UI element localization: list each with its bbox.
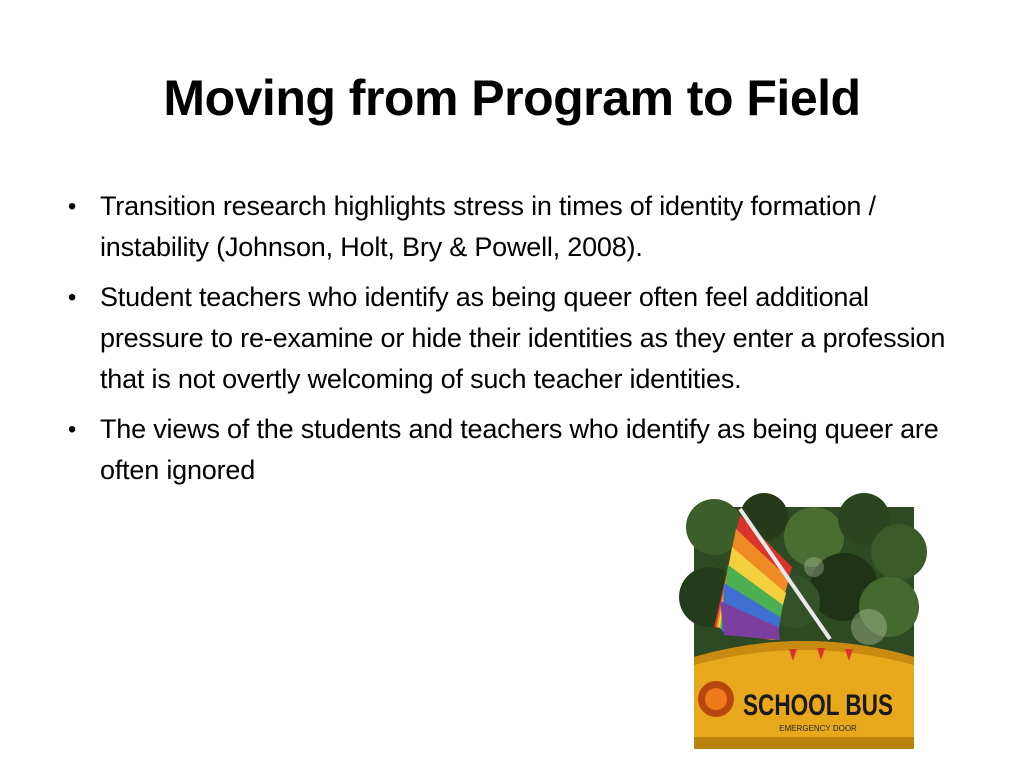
bullet-text: Transition research highlights stress in times of identity formation / instability (Johnson, Holt, Bry & Powell, 2008). bbox=[100, 191, 876, 262]
bullet-list bbox=[62, 186, 962, 500]
bus-subsign-text: EMERGENCY DOOR bbox=[779, 724, 857, 733]
bullet-icon: • bbox=[67, 193, 77, 220]
bullet-text: Student teachers who identify as being queer often feel additional pressure to re-examine or hide their identities as they enter a profession that is not overtly welcoming of such teacher identities. bbox=[100, 282, 946, 394]
bullet-item-3 bbox=[62, 409, 962, 491]
bullet-item-2 bbox=[62, 277, 962, 400]
bullet-icon: • bbox=[67, 284, 77, 311]
school-bus bbox=[694, 641, 914, 749]
slide-title: Moving from Program to Field bbox=[163, 70, 861, 126]
bullet-icon: • bbox=[67, 416, 77, 443]
bullet-text: The views of the students and teachers who identify as being queer are often ignored bbox=[100, 414, 939, 485]
school-bus-rainbow-flag-photo bbox=[694, 507, 914, 749]
bus-sign-text: SCHOOL BUS bbox=[743, 689, 893, 722]
bullet-item-1 bbox=[62, 186, 962, 268]
